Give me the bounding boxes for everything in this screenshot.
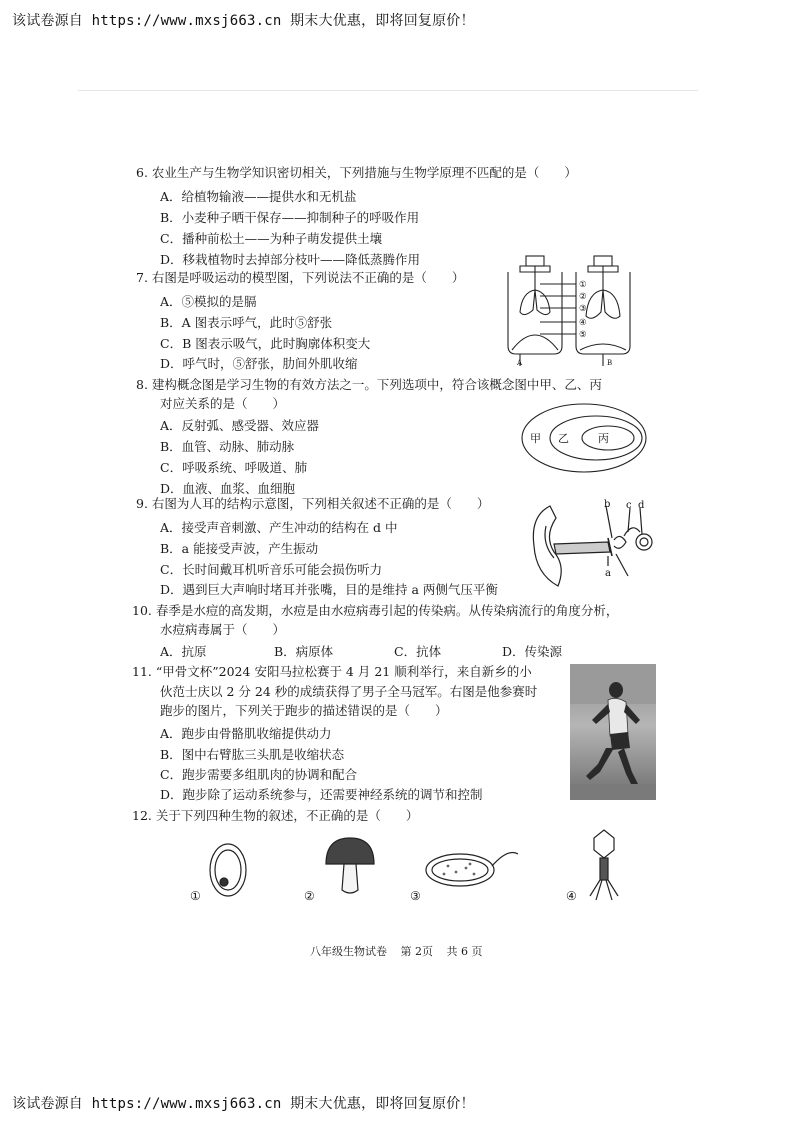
- concept-outer-label: 甲: [530, 432, 541, 445]
- q8-option-d: D．血液、血浆、血细胞: [160, 481, 296, 496]
- q11-option-a: A．跑步由骨骼肌收缩提供动力: [160, 726, 332, 741]
- ear-label-c: c: [626, 500, 632, 511]
- resp-num-2: ②: [579, 292, 587, 302]
- q10-option-b: B．病原体: [274, 644, 334, 659]
- resp-num-3: ③: [579, 304, 587, 314]
- q6-option-c: C．播种前松土——为种子萌发提供土壤: [160, 231, 383, 246]
- ear-label-d: d: [638, 500, 645, 511]
- source-banner-top: 该试卷源自 https://www.mxsj663.cn 期末大优惠，即将回复原价！: [12, 13, 475, 29]
- q10-option-c: C．抗体: [394, 644, 442, 659]
- q6-option-b: B．小麦种子晒干保存——抑制种子的呼吸作用: [160, 210, 420, 225]
- q9-option-b: B．a 能接受声波，产生振动: [160, 541, 319, 556]
- resp-label-b: B: [607, 359, 613, 367]
- q8-option-a: A．反射弧、感受器、效应器: [160, 418, 320, 433]
- q10-option-d: D．传染源: [502, 644, 563, 659]
- ear-label-a: a: [605, 568, 611, 579]
- concept-middle-label: 乙: [558, 432, 569, 445]
- q7-option-c: C．B 图表示吸气，此时胸廓体积变大: [160, 336, 371, 351]
- respiration-model-figure: [490, 250, 640, 368]
- organism-label-4: ④: [566, 889, 577, 903]
- question-6: 6. 农业生产与生物学知识密切相关，下列措施与生物学原理不匹配的是（ ）: [136, 165, 577, 180]
- q9-option-c: C．长时间戴耳机听音乐可能会损伤听力: [160, 562, 383, 577]
- organism-label-2: ②: [304, 889, 315, 903]
- q7-option-b: B．A 图表示呼气，此时⑤舒张: [160, 315, 333, 330]
- q9-option-a: A．接受声音刺激、产生冲动的结构在 d 中: [160, 520, 398, 535]
- q9-option-d: D．遇到巨大声响时堵耳并张嘴，目的是维持 a 两侧气压平衡: [160, 582, 498, 597]
- organism-label-3: ③: [410, 889, 421, 903]
- q11-option-d: D．跑步除了运动系统参与，还需要神经系统的调节和控制: [160, 787, 483, 802]
- page-footer: [310, 943, 493, 959]
- q11-option-c: C．跑步需要多组肌肉的协调和配合: [160, 767, 358, 782]
- concept-inner-label: 丙: [598, 432, 609, 445]
- question-10-cont: 水痘病毒属于（ ）: [160, 622, 286, 637]
- organism-label-1: ①: [190, 889, 201, 903]
- q7-option-a: A．⑤模拟的是膈: [160, 294, 257, 309]
- q10-option-a: A．抗原: [160, 644, 207, 659]
- question-8-cont: 对应关系的是（ ）: [160, 396, 286, 411]
- source-banner-bottom: 该试卷源自 https://www.mxsj663.cn 期末大优惠，即将回复原价！: [12, 1096, 475, 1112]
- q7-option-d: D．呼气时，⑤舒张，肋间外肌收缩: [160, 356, 358, 371]
- footer-page: 第 2页: [400, 945, 433, 958]
- ear-structure-figure: [528, 496, 658, 592]
- resp-num-4: ④: [579, 318, 587, 328]
- question-9: 9. 右图为人耳的结构示意图，下列相关叙述不正确的是（ ）: [136, 496, 490, 511]
- footer-subject: 八年级生物试卷: [310, 945, 387, 958]
- q6-option-a: A．给植物输液——提供水和无机盐: [160, 189, 357, 204]
- question-10: 10. 春季是水痘的高发期，水痘是由水痘病毒引起的传染病。从传染病流行的角度分析，: [132, 603, 619, 618]
- resp-num-5: ⑤: [579, 330, 587, 340]
- question-11: 11. “甲骨文杯”2024 安阳马拉松赛于 4 月 21 顺利举行，来自新乡的小: [132, 664, 532, 679]
- question-11-cont1: 伙范士庆以 2 分 24 秒的成绩获得了男子全马冠军。右图是他参赛时: [160, 684, 538, 699]
- q8-option-c: C．呼吸系统、呼吸道、肺: [160, 460, 308, 475]
- resp-label-a: A: [517, 359, 523, 367]
- q11-option-b: B．图中右臂肱三头肌是收缩状态: [160, 747, 345, 762]
- q6-option-d: D．移栽植物时去掉部分枝叶——降低蒸腾作用: [160, 252, 421, 267]
- ear-label-b: b: [604, 499, 611, 510]
- resp-num-1: ①: [579, 280, 587, 290]
- question-11-cont2: 跑步的图片，下列关于跑步的描述错误的是（ ）: [160, 703, 448, 718]
- header-rule: [78, 90, 698, 91]
- question-12: 12. 关于下列四种生物的叙述，不正确的是（ ）: [132, 808, 419, 823]
- concept-map-figure: [520, 400, 650, 476]
- question-7: 7. 右图是呼吸运动的模型图，下列说法不正确的是（ ）: [136, 270, 465, 285]
- runner-photo: [570, 664, 656, 800]
- organisms-figure: [186, 826, 626, 918]
- question-8: 8. 建构概念图是学习生物的有效方法之一。下列选项中，符合该概念图中甲、乙、丙: [136, 377, 602, 392]
- q8-option-b: B．血管、动脉、肺动脉: [160, 439, 295, 454]
- footer-total: 共 6 页: [446, 945, 483, 958]
